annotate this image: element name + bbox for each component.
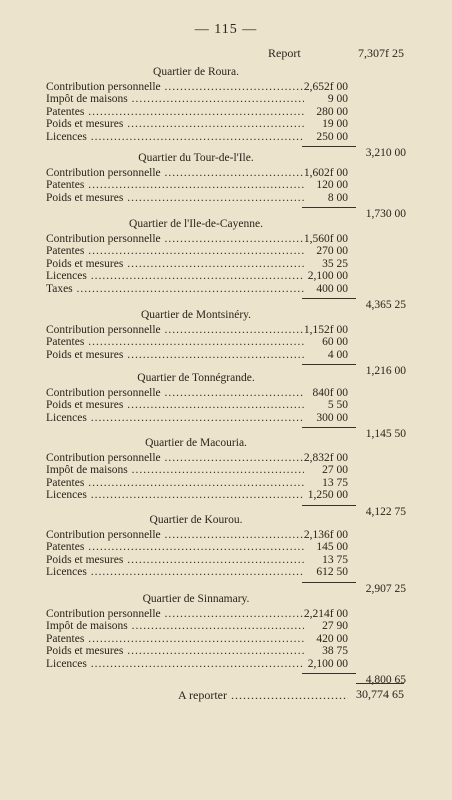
row-amount: 1,152f 00: [303, 324, 348, 336]
ledger-row: [46, 633, 406, 645]
row-amount: 38 75: [322, 645, 348, 658]
report-label: Report: [268, 46, 301, 60]
row-label: Licences .....: [46, 489, 304, 501]
row-amount: 4 00: [327, 348, 348, 361]
row-amount: 19 00: [322, 118, 348, 131]
ledger-row: [46, 464, 406, 476]
section-subtotal: 4,122 75: [365, 505, 406, 518]
ledger-row: [46, 387, 406, 399]
row-amount: 27 90: [322, 620, 348, 633]
row-amount: 27 00: [322, 464, 348, 477]
section-title: Quartier de Roura.: [153, 66, 239, 78]
ledger-row: [46, 270, 406, 282]
row-amount: 1,250 00: [307, 489, 348, 502]
ledger-row: [46, 93, 406, 105]
row-label: Contribution personnelle .....: [46, 81, 304, 93]
row-label: Patentes .....: [46, 245, 304, 257]
row-amount: 2,652f 00: [303, 81, 348, 93]
row-label: Licences .....: [46, 412, 304, 424]
ledger-row: [46, 245, 406, 257]
row-label: Patentes .....: [46, 633, 304, 645]
ledger-row: [46, 233, 406, 245]
ledger-row: [46, 658, 406, 670]
row-label: Contribution personnelle .....: [46, 324, 304, 336]
row-amount: 270 00: [316, 245, 348, 258]
section-title: Quartier du Tour-de-l'Ile.: [138, 152, 254, 164]
ledger-row: [46, 620, 406, 632]
carry-forward-value: 30,774 65: [356, 683, 404, 702]
row-label: Taxes .....: [46, 283, 304, 295]
ledger-row: [46, 167, 406, 179]
row-label: Poids et mesures .....: [46, 118, 304, 130]
row-amount: 2,214f 00: [303, 608, 348, 620]
row-amount: 5 50: [327, 399, 348, 412]
row-label: Contribution personnelle .....: [46, 167, 304, 179]
row-label: Poids et mesures .....: [46, 554, 304, 566]
row-amount: 280 00: [316, 105, 348, 118]
row-label: Licences .....: [46, 566, 304, 578]
ledger-row: [46, 324, 406, 336]
row-amount: 250 00: [316, 130, 348, 143]
row-label: Patentes .....: [46, 477, 304, 489]
row-amount: 145 00: [316, 541, 348, 554]
section-title: Quartier de Tonnégrande.: [137, 372, 255, 384]
row-amount: 13 75: [322, 553, 348, 566]
row-label: Impôt de maisons .....: [46, 620, 304, 632]
ledger-row: [46, 399, 406, 411]
ledger-row: [46, 258, 406, 270]
row-label: Impôt de maisons .....: [46, 464, 304, 476]
row-label: Contribution personnelle .....: [46, 233, 304, 245]
row-amount: 60 00: [322, 336, 348, 349]
ledger-row: [46, 192, 406, 204]
section-block: [46, 437, 406, 518]
ledger-row: [46, 566, 406, 578]
section-subtotal: 1,145 50: [365, 428, 406, 441]
row-amount: 35 25: [322, 257, 348, 270]
row-amount: 2,100 00: [307, 657, 348, 670]
row-label: Patentes .....: [46, 179, 304, 191]
row-amount: 2,100 00: [307, 270, 348, 283]
row-label: Poids et mesures .....: [46, 192, 304, 204]
ledger-row: [46, 645, 406, 657]
row-amount: 9 00: [327, 93, 348, 106]
row-label: Poids et mesures .....: [46, 399, 304, 411]
row-label: Licences .....: [46, 131, 304, 143]
row-amount: 420 00: [316, 632, 348, 645]
page-number: — 115 —: [194, 22, 258, 37]
section-subtotal: 4,365 25: [365, 299, 406, 311]
section-subtotal: 2,907 25: [365, 582, 406, 595]
row-amount: 2,136f 00: [303, 529, 348, 541]
row-amount: 8 00: [327, 191, 348, 204]
row-label: Impôt de maisons .....: [46, 93, 304, 105]
row-label: Patentes .....: [46, 336, 304, 348]
row-label: Contribution personnelle .....: [46, 529, 304, 541]
row-amount: 300 00: [316, 411, 348, 424]
ledger-row: [46, 336, 406, 348]
row-label: Poids et mesures .....: [46, 349, 304, 361]
section-title: Quartier de Montsinéry.: [140, 309, 252, 321]
section-title: Quartier de Sinnamary.: [142, 593, 250, 605]
section-block: [46, 372, 406, 441]
row-amount: 612 50: [316, 566, 348, 579]
section-block: [46, 152, 406, 221]
row-amount: 1,602f 00: [303, 167, 348, 179]
section-subtotal: 4,800 65: [365, 674, 406, 686]
ledger-row: [46, 283, 406, 295]
row-amount: 2,832f 00: [303, 452, 348, 464]
ledger-row: [46, 489, 406, 501]
report-value: 7,307f 25: [358, 46, 404, 60]
row-label: Licences .....: [46, 658, 304, 670]
section-title: Quartier de l'Ile-de-Cayenne.: [129, 218, 263, 230]
section-subtotal: 3,210 00: [365, 147, 406, 159]
row-label: Contribution personnelle .....: [46, 452, 304, 464]
row-amount: 400 00: [316, 282, 348, 295]
row-label: Licences .....: [46, 270, 304, 282]
section-subtotal: 1,730 00: [365, 208, 406, 221]
ledger-row: [46, 349, 406, 361]
row-label: Contribution personnelle .....: [46, 608, 304, 620]
carry-forward-label: A reporter .....: [178, 688, 348, 703]
section-block: [46, 514, 406, 595]
section-block: [46, 593, 406, 686]
row-amount: 120 00: [316, 179, 348, 192]
row-label: Patentes .....: [46, 541, 304, 553]
row-amount: 840f 00: [312, 387, 348, 399]
row-amount: 13 75: [322, 476, 348, 489]
ledger-row: [46, 529, 406, 541]
section-subtotal: 1,216 00: [365, 365, 406, 378]
row-label: Poids et mesures .....: [46, 258, 304, 270]
ledger-row: [46, 131, 406, 143]
ledger-row: [46, 541, 406, 553]
section-title: Quartier de Kourou.: [149, 514, 243, 526]
ledger-row: [46, 81, 406, 93]
section-block: [46, 218, 406, 311]
ledger-row: [46, 179, 406, 191]
ledger-row: [46, 412, 406, 424]
ledger-row: [46, 554, 406, 566]
row-label: Patentes .....: [46, 106, 304, 118]
ledger-row: [46, 452, 406, 464]
ledger-row: [46, 608, 406, 620]
ledger-row: [46, 118, 406, 130]
row-label: Contribution personnelle .....: [46, 387, 304, 399]
ledger-row: [46, 106, 406, 118]
row-amount: 1,560f 00: [303, 233, 348, 245]
row-label: Poids et mesures .....: [46, 645, 304, 657]
ledger-row: [46, 477, 406, 489]
section-title: Quartier de Macouria.: [145, 437, 247, 449]
